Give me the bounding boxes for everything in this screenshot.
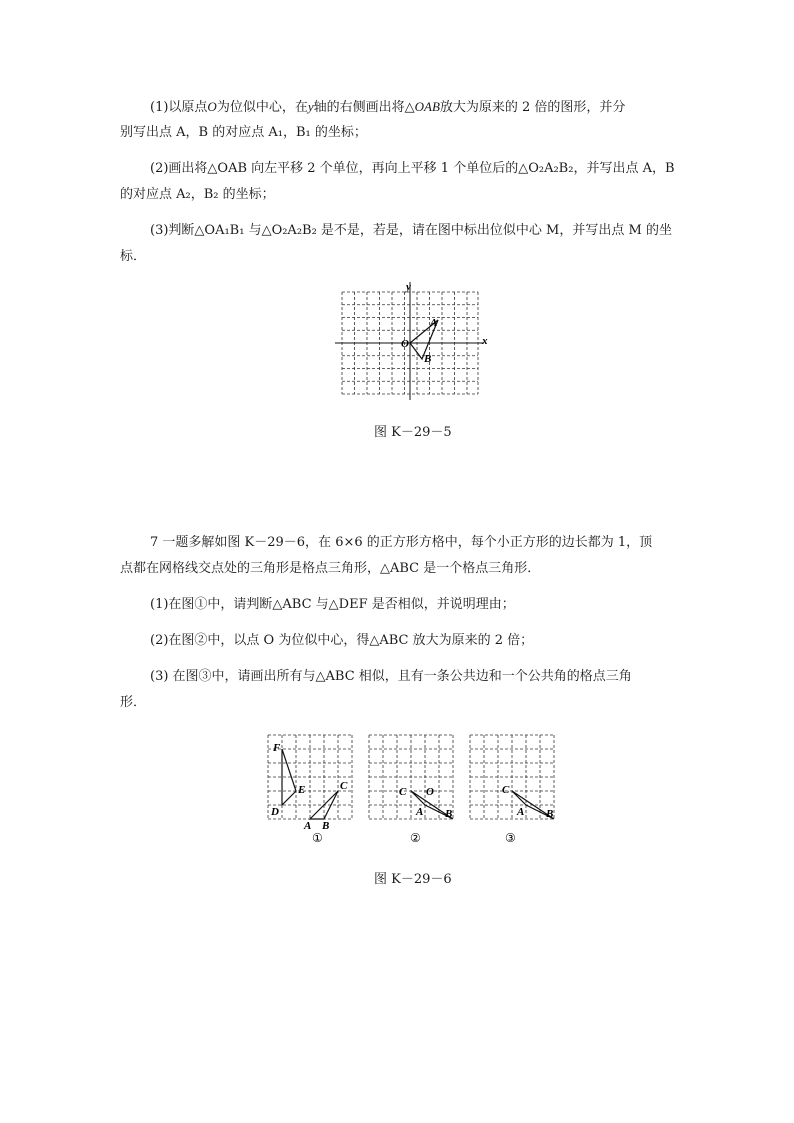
label-B: B [424, 353, 432, 365]
label-x: x [482, 335, 488, 347]
p7-q2: (2)在图②中，以点 O 为位似中心，得△ABC 放大为原来的 2 倍； [150, 633, 534, 648]
g2-label-O: O [426, 786, 434, 798]
figure-k29-6 [260, 730, 570, 850]
g1-label-E: E [298, 784, 306, 796]
g1-label-D: D [271, 806, 279, 818]
p6-q3-line2: 标． [120, 249, 147, 264]
g2-label-C: C [399, 786, 407, 798]
p7-q3-line1: (3) 在图③中，请画出所有与△ABC 相似，且有一条公共边和一个公共角的格点三角 [150, 669, 632, 684]
p6-q1-line1: (1)以原点O为位似中心，在y轴的右侧画出将△OAB放大为原来的 2 倍的图形，并分 [150, 99, 626, 115]
p7-intro-line2: 点都在网格线交点处的三角形是格点三角形，△ABC 是一个格点三角形． [120, 561, 541, 576]
figure-k29-5 [330, 280, 500, 405]
g3-caption: ③ [505, 831, 516, 845]
label-O: O [401, 338, 409, 350]
p7-q1: (1)在图①中，请判断△ABC 与△DEF 是否相似，并说明理由； [150, 597, 515, 612]
p6-q2-line1: (2)画出将△OAB 向左平移 2 个单位，再向上平移 1 个单位后的△O₂A₂B₂，并写出点 A，B [150, 161, 675, 176]
g1-label-C: C [340, 780, 348, 792]
label-y: y [406, 281, 411, 293]
caption-k29-5: 图 K－29－5 [374, 425, 452, 440]
g3-label-B: B [546, 808, 554, 820]
g3-label-A: A [517, 806, 525, 818]
p6-q3-line1: (3)判断△OA₁B₁ 与△O₂A₂B₂ 是不是，若是，请在图中标出位似中心 M，并写出点 M 的坐 [150, 223, 672, 238]
g1-caption: ① [312, 831, 323, 845]
g2-label-B: B [445, 808, 453, 820]
g1-label-F: F [273, 742, 281, 754]
grid-3 [470, 735, 554, 820]
p6-q1-line2: 别写出点 A，B 的对应点 A₁，B₁ 的坐标； [120, 125, 367, 140]
p7-q3-line2: 形． [120, 695, 147, 710]
axes [335, 282, 484, 400]
g1-label-A: A [304, 820, 312, 832]
g2-label-A: A [416, 806, 424, 818]
p6-q2-line2: 的对应点 A₂，B₂ 的坐标； [120, 187, 275, 202]
p7-intro-line1: 7 一题多解如图 K－29－6，在 6×6 的正方形方格中，每个小正方形的边长都为 1，顶 [150, 535, 653, 550]
label-A: A [430, 317, 438, 329]
grid-2 [369, 735, 453, 820]
caption-k29-6: 图 K－29－6 [374, 872, 452, 887]
g3-label-C: C [502, 784, 510, 796]
grid-1 [268, 735, 352, 832]
g2-caption: ② [410, 831, 421, 845]
g1-label-B: B [322, 820, 330, 832]
